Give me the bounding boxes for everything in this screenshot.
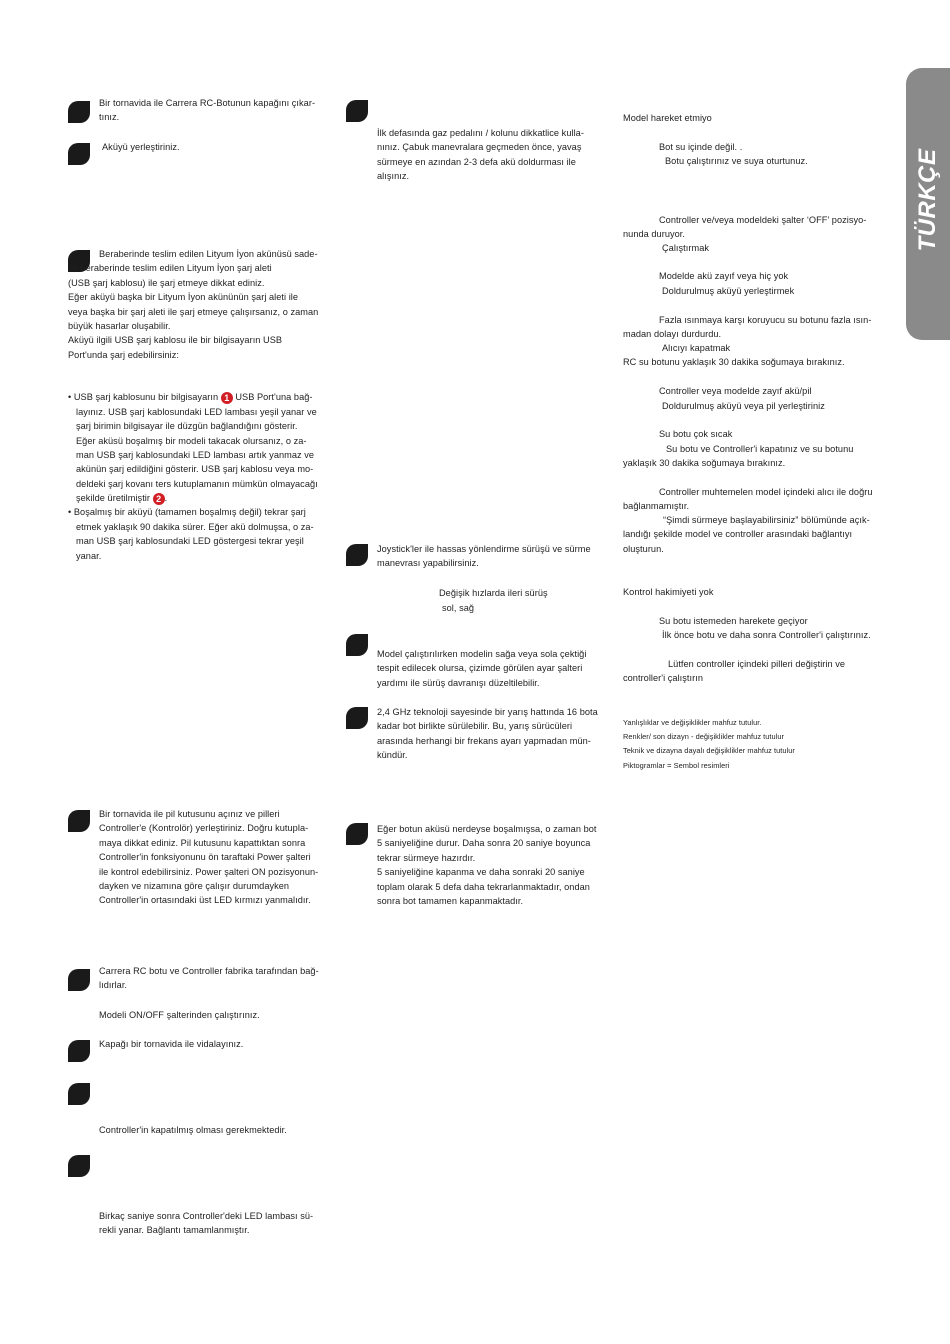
- disclaimer-line: Yanlışlıklar ve değişiklikler mahfuz tutulur.: [623, 718, 762, 727]
- solution: Su botu ve Controller'i kapatınız ve su botunu yaklaşık 30 dakika soğumaya bırakınız.: [623, 444, 854, 469]
- problem: Fazla ısınmaya karşı koruyucu su botunu fazla ısın- madan dolayı durdurdu.: [623, 315, 872, 340]
- solution: “Şimdi sürmeye başlayabilirsiniz” bölümünde açık- landığı şekilde model ve controller arasındaki bağlantıyı oluşturun.: [623, 515, 870, 554]
- step-icon: [68, 1083, 90, 1105]
- step-text: Kapağı bir tornavida ile vidalayınız.: [99, 1039, 244, 1049]
- step-icon: [68, 969, 90, 991]
- disclaimer-line: Renkler/ son dizayn - değişiklikler mahfuz tutulur: [623, 732, 785, 741]
- step-text: Bir tornavida ile Carrera RC-Botunun kapağını çıkar- tınız.: [99, 98, 316, 123]
- step-text: Controller'in kapatılmış olması gerekmektedir.: [99, 1125, 287, 1135]
- callout-badge-1: 1: [221, 392, 233, 404]
- step-icon: [68, 143, 90, 165]
- step-text: Birkaç saniye sonra Controller'deki LED lambası sü- rekli yanar. Bağlantı tamamlanmıştır.: [99, 1211, 314, 1236]
- solution: Botu çalıştırınız ve suya oturtunuz.: [665, 156, 808, 166]
- charging-instructions: Beraberinde teslim edilen Lityum İyon akünüsü sade- ce beraberinde teslim edilen Lityum İyon şarj aleti (USB şarj kablosu) ile şarj etmeye dikkat ediniz. Eğer aküyü başka bir Lityum İyon akününün şarj aleti ile veya başka bir şarj aleti ile şarj etmeye çalışırsanız, o zaman büyük hasarlar oluşabilir. Aküyü ilgili USB şarj kablosu ile bir bilgisayarın USB Port'unda şarj edebilirsiniz:: [68, 249, 319, 360]
- bullet-marker: •: [68, 507, 74, 518]
- step-text: Joystick'ler ile hassas yönlendirme sürüşü ve sürme manevrası yapabilirsiniz.: [377, 544, 591, 569]
- step-text: Model çalıştırılırken modelin sağa veya sola çektiği tespit edilecek olursa, çizimde görülen ayar şalteri yardımı ile sürüş davranışı düzeltilebilir.: [377, 649, 587, 688]
- step-icon: [346, 100, 368, 122]
- problem: Controller muhtemelen model içindeki alıcı ile doğru bağlanmamıştır.: [623, 487, 873, 512]
- step-icon: [346, 634, 368, 656]
- solution: RC su botunu yaklaşık 30 dakika soğumaya bırakınız.: [623, 357, 845, 367]
- solution: Alıcıyı kapatmak: [662, 343, 731, 353]
- language-tab-label: TÜRKÇE: [914, 148, 941, 252]
- bullet-usb-charging: • USB şarj kablosunu bir bilgisayarın 1 USB Port'una bağ- layınız. USB şarj kablosundaki LED lambası yeşil yanar ve şarj birimin bilgisayar ile düzgün bağlandığını gösterir. Eğer aküsü boşalmış bir modeli takacak olursanız, o za- man USB şarj kablosundaki LED lambası artık yanmaz ve akünün şarj edildiğini gösterir. USB şarj kablosu veya mo- deldeki şarj kovanı ters kutuplamanın mümkün olmayacağı şekilde üretilmiştir 2 .: [68, 392, 318, 505]
- problem: Su botu istemeden harekete geçiyor: [659, 616, 808, 626]
- bullet-marker: •: [68, 392, 74, 403]
- solution: Doldurulmuş aküyü veya pil yerleştiriniz: [662, 401, 825, 411]
- step-icon: [346, 544, 368, 566]
- step-icon: [68, 101, 90, 123]
- step-text: İlk defasında gaz pedalını / kolunu dikkatlice kulla- nınız. Çabuk manevralara geçmeden önce, yavaş sürmeye en azından 2-3 defa akü doldurması ile alışınız.: [377, 128, 584, 182]
- solution: Çalıştırmak: [662, 243, 710, 253]
- step-icon: [68, 1155, 90, 1177]
- solution: Doldurulmuş aküyü yerleştirmek: [662, 286, 795, 296]
- step-text: Carrera RC botu ve Controller fabrika tarafından bağ- lıdırlar.: [99, 966, 319, 991]
- bullet-charge-time: • Boşalmış bir aküyü (tamamen boşalmış değil) tekrar şarj etmek yaklaşık 90 dakika sürer. Eğer akü dolmuşsa, o za- man USB şarj kablosundaki LED göstergesi tekrar yeşil yanar.: [68, 507, 314, 561]
- solution: İlk önce botu ve daha sonra Controller'i çalıştırınız.: [662, 630, 871, 640]
- problem: Controller ve/veya modeldeki şalter ‘OFF’ pozisyo- nunda duruyor.: [623, 215, 867, 240]
- troubleshoot-heading: Model hareket etmiyo: [623, 113, 712, 123]
- step-icon: [346, 707, 368, 729]
- solution: Lütfen controller içindeki pilleri değiştirin ve controller'i çalıştırın: [623, 659, 846, 684]
- step-icon: [68, 810, 90, 832]
- step-text: Aküyü yerleştiriniz.: [102, 142, 180, 152]
- step-text: Eğer botun aküsü nerdeyse boşalmışsa, o zaman bot 5 saniyeliğine durur. Daha sonra 20 saniye boyunca tekrar sürmeye hazırdır. 5 saniyeliğine kapanma ve daha sonraki 20 saniye toplam olarak 5 defa daha tekrarlanmaktadır, ondan sonra bot tamamen kapanmaktadır.: [377, 824, 597, 907]
- problem: Su botu çok sıcak: [659, 429, 733, 439]
- step-subtext: sol, sağ: [442, 603, 475, 613]
- callout-badge-2: 2: [153, 493, 165, 505]
- troubleshoot-heading: Kontrol hakimiyeti yok: [623, 587, 714, 597]
- step-text: 2,4 GHz teknoloji sayesinde bir yarış hattında 16 bota kadar bot birlikte sürülebilir. Bu, yarış sürücüleri arasında herhangi bir frekans ayarı yapmadan mün- kündür.: [377, 707, 598, 761]
- disclaimer-line: Teknik ve dizayna dayalı değişiklikler mahfuz tutulur: [623, 746, 795, 755]
- disclaimer-line: Piktogramlar = Sembol resimleri: [623, 761, 730, 770]
- step-icon: [346, 823, 368, 845]
- step-icon: [68, 1040, 90, 1062]
- step-subtext: Modeli ON/OFF şalterinden çalıştırınız.: [99, 1010, 260, 1020]
- problem: Modelde akü zayıf veya hiç yok: [659, 271, 789, 281]
- step-subtext: Değişik hızlarda ileri sürüş: [439, 588, 548, 598]
- problem: Controller veya modelde zayıf akü/pil: [659, 386, 812, 396]
- step-text: Bir tornavida ile pil kutusunu açınız ve pilleri Controller'e (Kontrolör) yerleştiriniz. Doğru kutupla- maya dikkat ediniz. Pil kutusunu kapattıktan sonra Controller'in fonksiyonunu ön taraftaki Power şalteri ile kontrol edebilirsiniz. Power şalteri ON pozisyonun- dayken ve nizamına göre çalışır durumdayken Controller'in ortasındaki üst LED kırmızı yanmalıdır.: [99, 809, 319, 906]
- problem: Bot su içinde değil. .: [659, 142, 743, 152]
